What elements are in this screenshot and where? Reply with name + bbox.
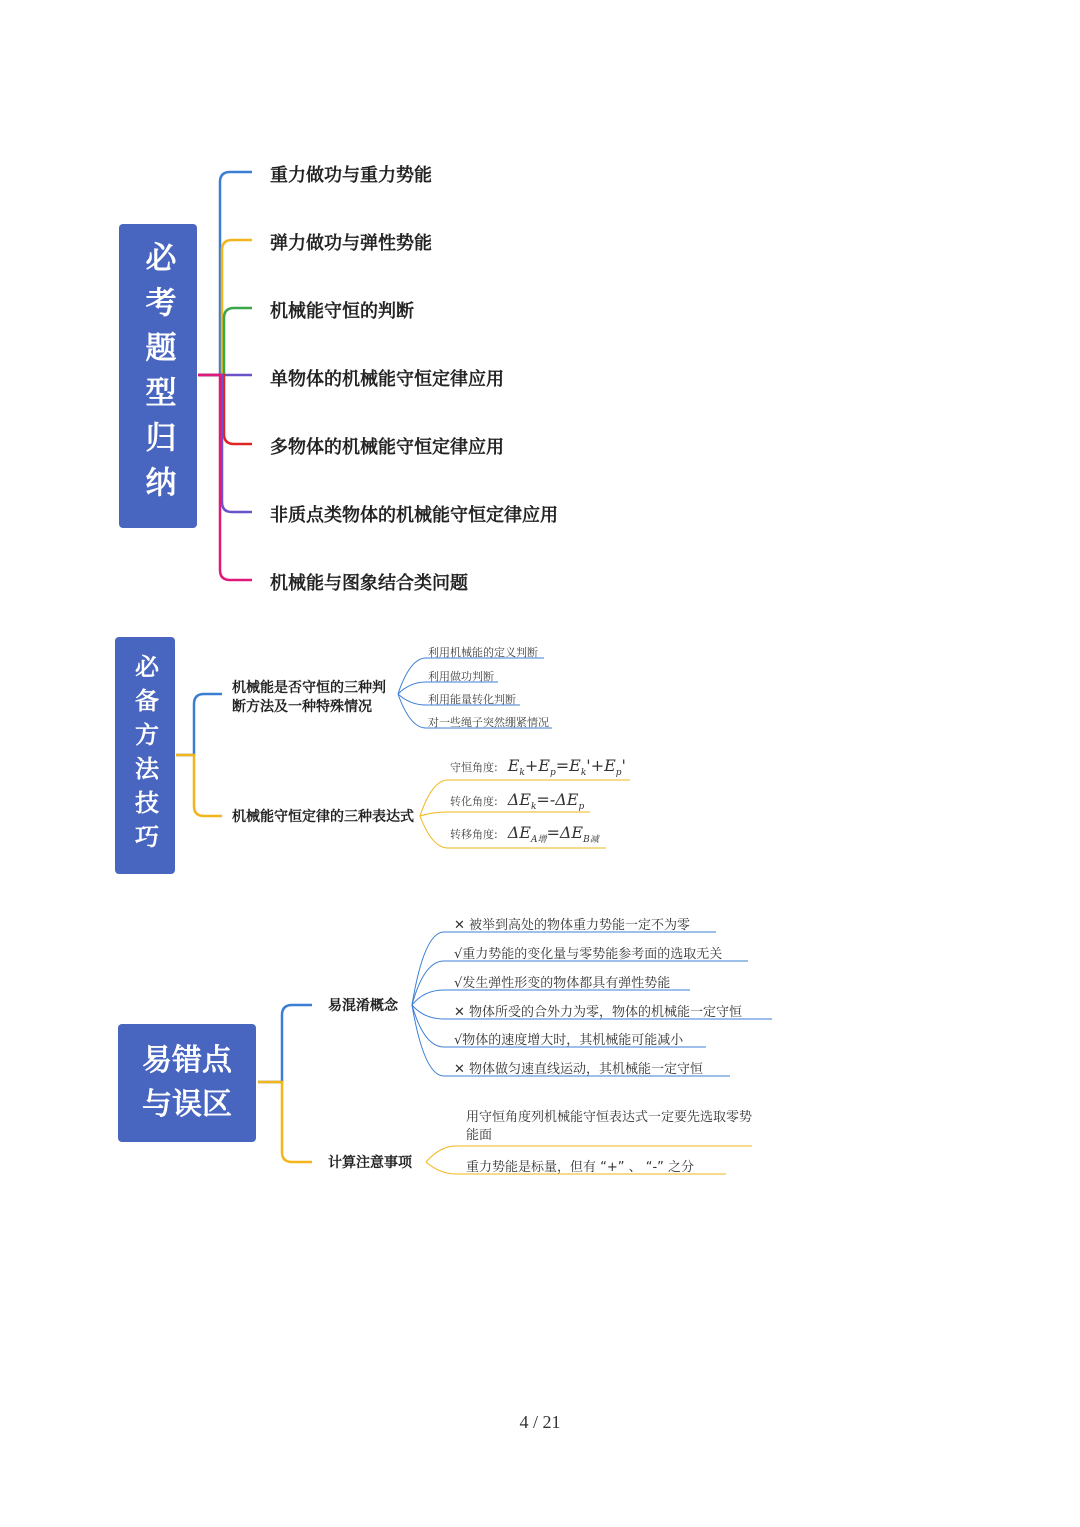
s1-item-7: 机械能与图象结合类问题 [270,573,468,594]
formula-transfer: $\Delta E_{A增}=\Delta E_{B减}$ [507,823,599,846]
s1-item-1: 重力做功与重力势能 [270,165,432,186]
s2-branch2-label: 机械能守恒定律的三种表达式 [232,809,414,825]
section2-title: 必备方法技巧 [130,653,159,858]
s3-b2-item-2: 重力势能是标量，但有 “+” 、 “-” 之分 [466,1160,695,1175]
s3-branch2-label: 计算注意事项 [328,1155,412,1171]
s2-b1-item-2: 利用做功判断 [428,670,494,683]
page-number: 4 / 21 [519,1412,561,1432]
section2-title-box [115,637,175,874]
s3-b1-item-2: √重力势能的变化量与零势能参考面的选取无关 [454,947,723,962]
connector-s3-1 [258,1005,312,1082]
section3-title-line1: 易错点 [142,1043,232,1078]
connector-s2-b2-2 [420,812,590,816]
connector-s2-2 [176,755,222,816]
s2-b1-item-3: 利用能量转化判断 [428,693,516,706]
section1-title: 必考题型归纳 [139,241,176,511]
s2-b2-item-1 [450,756,626,778]
formula-conservation: $E_k+E_p=E_k'+E_p'$ [507,756,626,779]
s3-branch1-label: 易混淆概念 [328,998,398,1014]
s3-b1-item-5: √物体的速度增大时，其机械能可能减小 [454,1033,684,1048]
s3-b1-item-6: ✕ 物体做匀速直线运动，其机械能一定守恒 [454,1062,704,1077]
s2-b1-item-1: 利用机械能的定义判断 [428,646,538,659]
section3-title-line2: 与误区 [142,1087,232,1122]
s2-b2-item-2 [450,790,584,812]
s2-b2-item-1-label: 守恒角度: [450,761,498,774]
connector-s1-5 [198,375,252,444]
connector-s3-2 [258,1082,312,1162]
section3-title-box [118,1024,256,1142]
connector-s1-3 [198,308,252,375]
formula-conversion: $\Delta E_k=-\Delta E_p$ [507,790,585,813]
s3-b1-item-1: ✕ 被举到高处的物体重力势能一定不为零 [454,918,691,933]
s2-branch1-label: 机械能是否守恒的三种判断方法及一种特殊情况 [232,680,386,715]
s2-b2-item-2-label: 转化角度: [450,795,498,808]
s1-item-4: 单物体的机械能守恒定律应用 [270,369,504,390]
s2-b2-item-3-label: 转移角度: [450,828,498,841]
connector-s2-1 [176,694,222,755]
s1-item-3: 机械能守恒的判断 [270,301,414,322]
s2-b1-item-4: 对一些绳子突然绷紧情况 [428,716,549,729]
s2-b2-item-3 [450,823,599,845]
s1-item-6: 非质点类物体的机械能守恒定律应用 [270,505,558,526]
section1-title-box [119,224,197,528]
s1-item-5: 多物体的机械能守恒定律应用 [270,437,504,458]
s3-b1-item-3: √发生弹性形变的物体都具有弹性势能 [454,976,671,991]
s3-b1-item-4: ✕ 物体所受的合外力为零，物体的机械能一定守恒 [454,1005,743,1020]
s3-b2-item-1: 用守恒角度列机械能守恒表达式一定要先选取零势能面 [466,1110,753,1143]
s1-item-2: 弹力做功与弹性势能 [270,233,432,254]
